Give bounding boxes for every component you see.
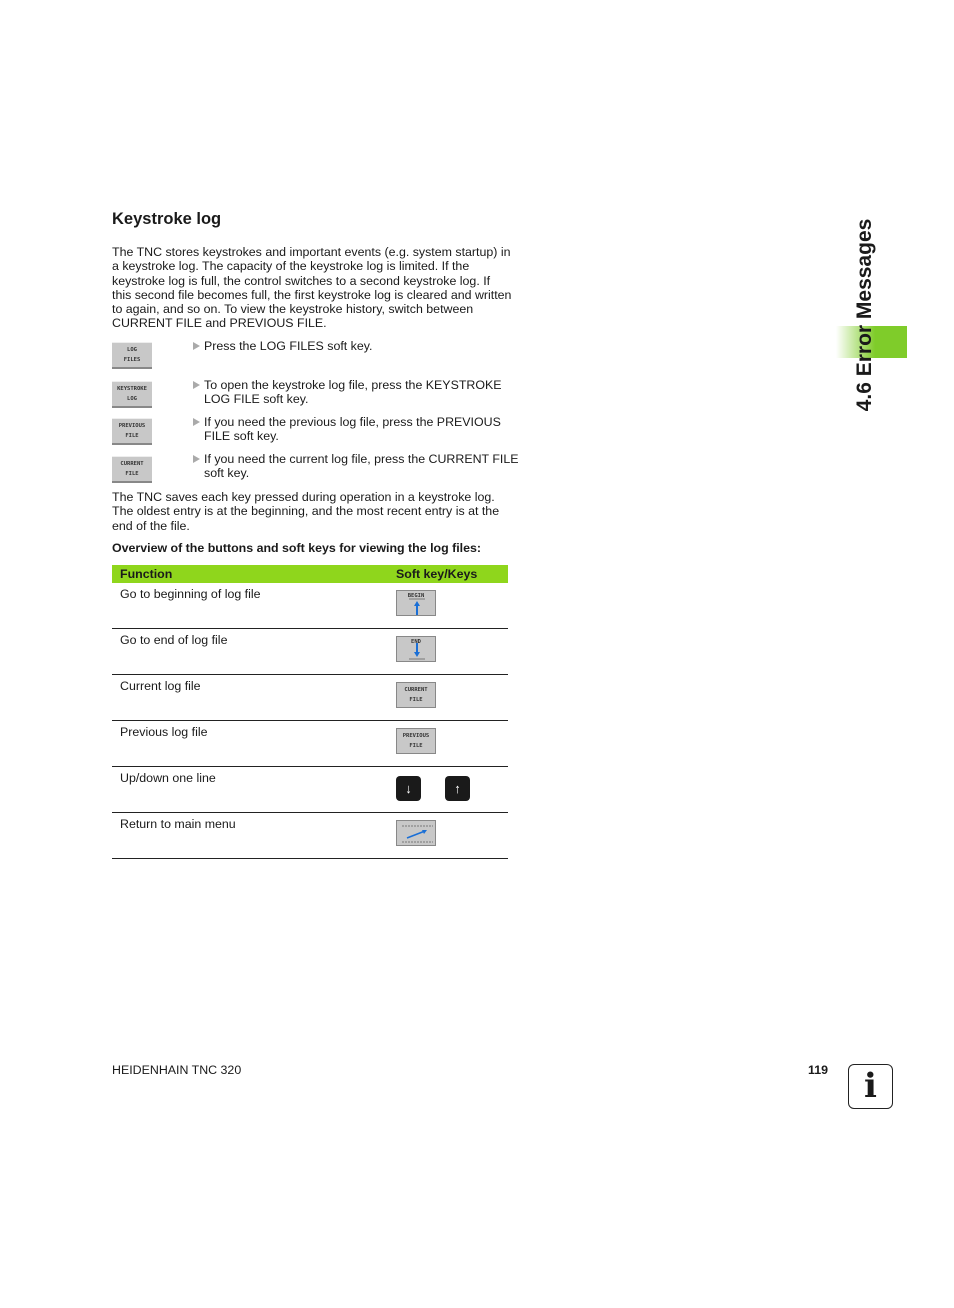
bullet-triangle-icon xyxy=(193,418,200,426)
arrow-down-key-icon: ↓ xyxy=(396,776,421,801)
info-icon: i xyxy=(848,1064,893,1109)
softkey-previous-file: PREVIOUS FILE xyxy=(112,418,152,445)
step-item: Press the LOG FILES soft key. xyxy=(193,339,524,353)
begin-softkey: BEGIN xyxy=(396,590,436,616)
table-row: Return to main menu xyxy=(112,813,508,859)
previous-file-softkey: PREVIOUS FILE xyxy=(396,728,436,754)
softkey-current-file: CURRENT FILE xyxy=(112,456,152,483)
bullet-triangle-icon xyxy=(193,381,200,389)
softkey-log-files: LOG FILES xyxy=(112,342,152,369)
table-row: Up/down one line ↓ ↑ xyxy=(112,767,508,813)
softkey-table xyxy=(112,565,508,859)
table-row: Current log file CURRENT FILE xyxy=(112,675,508,721)
overview-heading: Overview of the buttons and soft keys for viewing the log files: xyxy=(112,541,482,555)
bullet-triangle-icon xyxy=(193,342,200,350)
current-file-softkey: CURRENT FILE xyxy=(396,682,436,708)
footer-product: HEIDENHAIN TNC 320 xyxy=(112,1063,242,1077)
second-paragraph: The TNC saves each key pressed during operation in a keystroke log. The oldest entry is at the beginning, and the most recent entry is at the end of the file. xyxy=(112,490,500,533)
main-menu-softkey-icon xyxy=(396,820,436,846)
table-header: Function Soft key/Keys xyxy=(112,565,508,583)
softkey-keystroke-log: KEYSTROKE LOG xyxy=(112,381,152,408)
step-item: To open the keystroke log file, press the KEYSTROKE LOG FILE soft key. xyxy=(193,378,524,407)
end-softkey: END xyxy=(396,636,436,662)
arrow-up-key-icon: ↑ xyxy=(445,776,470,801)
table-row: Go to end of log file END xyxy=(112,629,508,675)
table-row: Previous log file PREVIOUS FILE xyxy=(112,721,508,767)
page-number: 119 xyxy=(808,1063,828,1077)
step-item: If you need the current log file, press the CURRENT FILE soft key. xyxy=(193,452,524,481)
section-tab-label: 4.6 Error Messages xyxy=(853,218,876,412)
table-row: Go to beginning of log file BEGIN xyxy=(112,583,508,629)
page-title: Keystroke log xyxy=(112,210,222,228)
intro-paragraph: The TNC stores keystrokes and important events (e.g. system startup) in a keystroke log. The capacity of the keystroke log is limited. If the keystroke log is full, the control switches to a second keystroke log. If this second file becomes full, the first keystroke log is cleared and written to again, and so on. To view the keystroke history, switch between CURRENT FILE and PREVIOUS FILE. xyxy=(112,245,512,331)
bullet-triangle-icon xyxy=(193,455,200,463)
step-item: If you need the previous log file, press the PREVIOUS FILE soft key. xyxy=(193,415,524,444)
